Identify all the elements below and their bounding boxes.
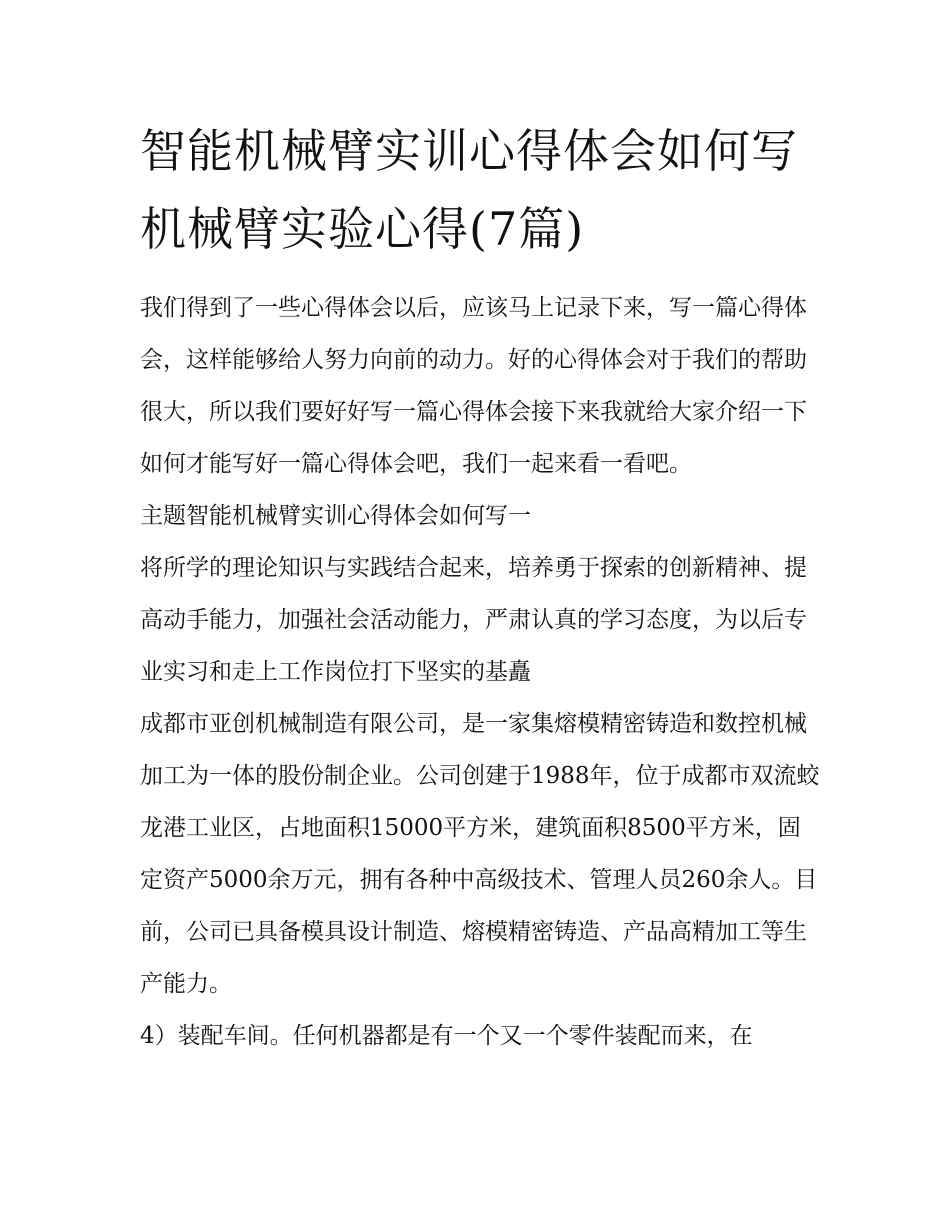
body-paragraph: 成都市亚创机械制造有限公司，是一家集熔模精密铸造和数控机械加工为一体的股份制企业。公司创建于1988年，位于成都市双流蛟龙港工业区，占地面积15000平方米，建筑面积8500平方米，固定资产5000余万元，拥有各种中高级技术、管理人员260余人。目前，公司已具备模具设计制造、熔模精密铸造、产品高精加工等生产能力。 (140, 711, 820, 997)
document-title: 智能机械臂实训心得体会如何写 机械臂实验心得(7篇) (140, 124, 798, 256)
body-paragraph: 4）装配车间。任何机器都是有一个又一个零件装配而来，在 (140, 1023, 753, 1049)
intro-paragraph: 我们得到了一些心得体会以后，应该马上记录下来，写一篇心得体会，这样能够给人努力向前的动力。好的心得体会对于我们的帮助很大，所以我们要好好写一篇心得体会接下来我就给大家介绍一下如何才能写好一篇心得体会吧，我们一起来看一看吧。 (140, 295, 807, 477)
body-paragraph: 将所学的理论知识与实践结合起来，培养勇于探索的创新精神、提高动手能力，加强社会活动能力，严肃认真的学习态度，为以后专业实习和走上工作岗位打下坚实的基矗 (140, 555, 807, 685)
section-heading: 主题智能机械臂实训心得体会如何写一 (140, 503, 531, 529)
document-page (140, 112, 820, 1062)
